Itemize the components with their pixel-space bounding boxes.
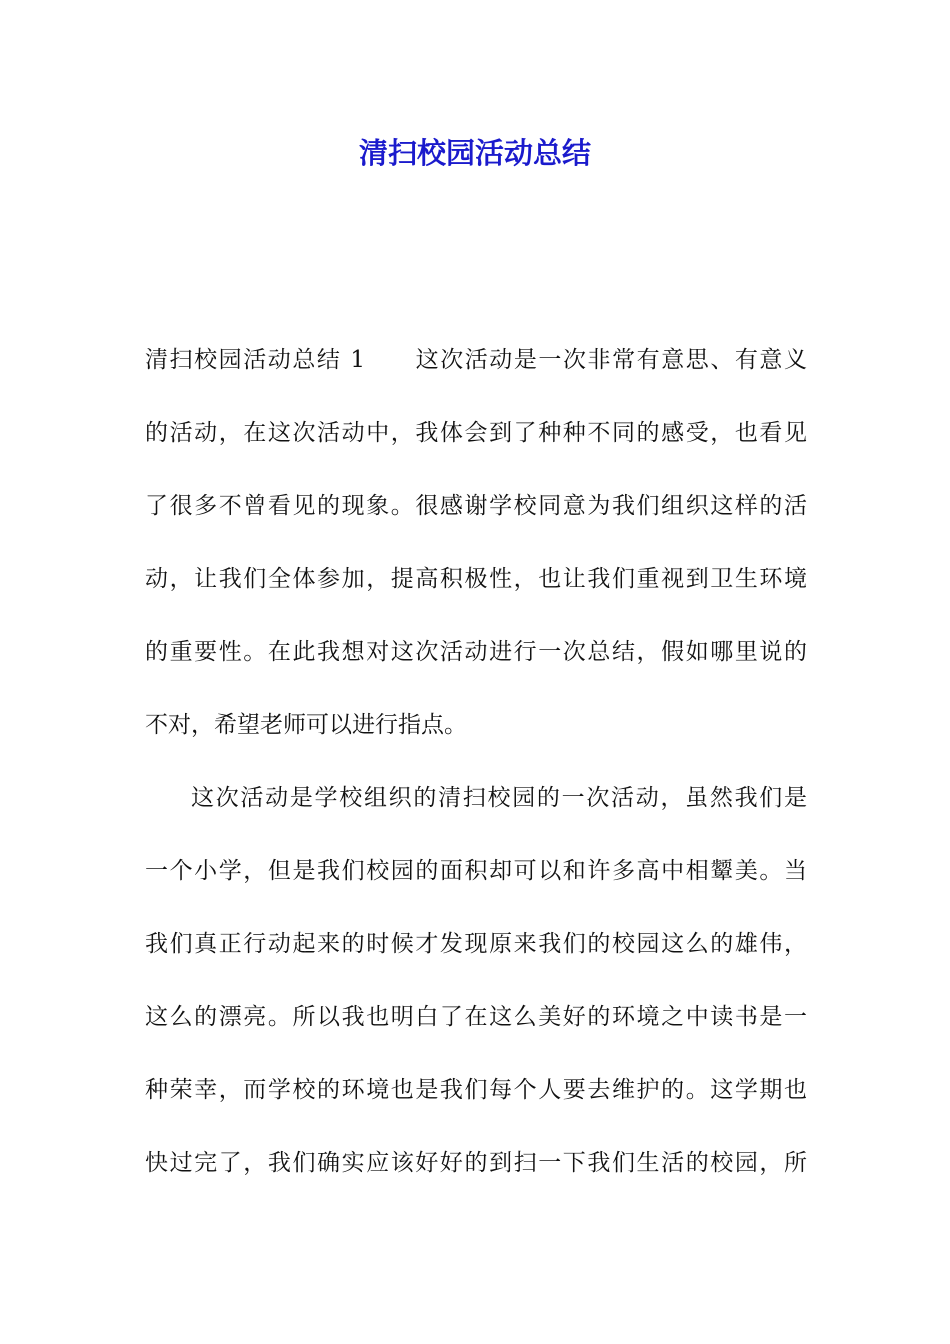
body-line: 清扫校园活动总结 1 这次活动是一次非常有意思、有意义 [145,347,807,373]
body-line: 快过完了，我们确实应该好好的到扫一下我们生活的校园，所 [145,1150,807,1176]
body-line: 的重要性。在此我想对这次活动进行一次总结，假如哪里说的 [145,639,807,665]
body-line: 我们真正行动起来的时候才发现原来我们的校园这么的雄伟， [145,931,807,957]
body-line: 这次活动是学校组织的清扫校园的一次活动，虽然我们是 [191,785,807,811]
document-body [145,336,807,1212]
body-line: 这么的漂亮。所以我也明白了在这么美好的环境之中读书是一 [145,1004,807,1030]
body-line: 种荣幸，而学校的环境也是我们每个人要去维护的。这学期也 [145,1077,807,1103]
body-line: 了很多不曾看见的现象。很感谢学校同意为我们组织这样的活 [145,493,807,519]
document-title: 清扫校园活动总结 [358,136,591,170]
body-line: 不对，希望老师可以进行指点。 [145,712,467,738]
body-line: 一个小学，但是我们校园的面积却可以和许多高中相颦美。当 [145,858,807,884]
body-line: 动，让我们全体参加，提高积极性，也让我们重视到卫生环境 [145,566,807,592]
body-line: 的活动，在这次活动中，我体会到了种种不同的感受，也看见 [145,420,807,446]
